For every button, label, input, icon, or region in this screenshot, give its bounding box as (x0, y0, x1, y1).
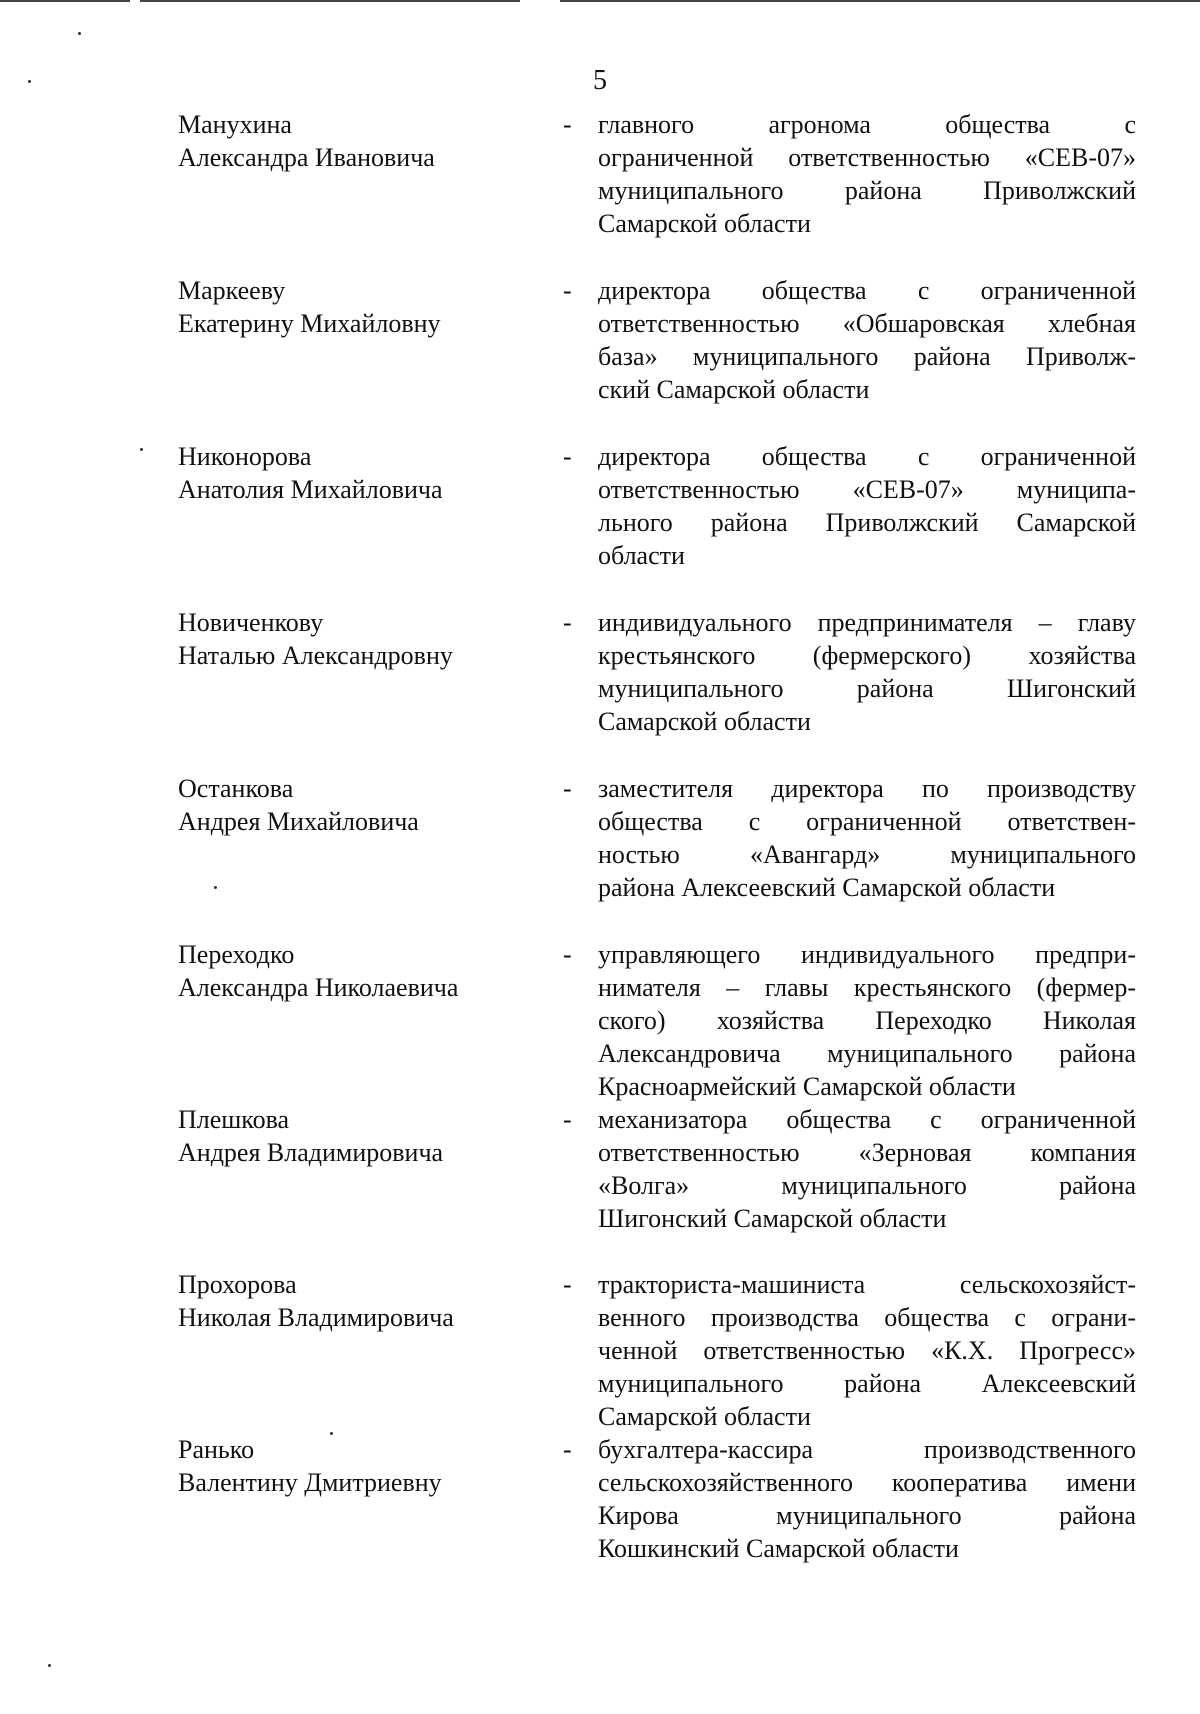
position-line: муниципального района Приволжский (598, 176, 1136, 205)
position-line: ского) хозяйства Переходко Николая (598, 1006, 1136, 1035)
appointee-name: Останкова Андрея Михайловича (178, 774, 419, 836)
entry-dash: - (563, 1435, 572, 1464)
position-line: общества с ограниченной ответствен- (598, 807, 1136, 836)
appointee-list (0, 108, 1200, 1598)
position-line: механизатора общества с ограниченной (598, 1105, 1136, 1134)
appointee-entry (0, 1103, 1200, 1268)
appointee-entry (0, 440, 1200, 606)
position-line: Красноармейский Самарской области (598, 1072, 1016, 1101)
entry-dash: - (563, 774, 572, 803)
position-line: тракториста-машиниста сельскохозяйст- (598, 1270, 1136, 1299)
appointee-position (598, 1433, 1136, 1565)
position-line: венного производства общества с ограни- (598, 1303, 1136, 1332)
appointee-name: Плешкова Андрея Владимировича (178, 1105, 444, 1167)
position-line: ответственностью «Зерновая компания (598, 1138, 1136, 1167)
scan-speck (48, 1664, 51, 1667)
position-line: Кирова муниципального района (598, 1501, 1136, 1530)
appointee-name: Переходко Александра Николаевича (178, 940, 459, 1002)
position-line: района Алексеевский Самарской области (598, 873, 1056, 902)
appointee-entry (0, 1433, 1200, 1598)
position-line: директора общества с ограниченной (598, 276, 1136, 305)
position-line: ченной ответственностью «К.Х. Прогресс» (598, 1336, 1136, 1365)
position-line: Шигонский Самарской области (598, 1204, 947, 1233)
position-line: нимателя – главы крестьянского (фермер- (598, 973, 1136, 1002)
entry-dash: - (563, 1105, 572, 1134)
position-line: ответственностью «СЕВ-07» муниципа- (598, 475, 1136, 504)
entry-dash: - (563, 1270, 572, 1299)
appointee-position (598, 1268, 1136, 1433)
position-line: Александровича муниципального района (598, 1039, 1136, 1068)
position-line: ответственностью «Обшаровская хлебная (598, 309, 1136, 338)
position-line: сельскохозяйственного кооператива имени (598, 1468, 1136, 1497)
position-line: Кошкинский Самарской области (598, 1534, 959, 1563)
entry-dash: - (563, 442, 572, 471)
entry-dash: - (563, 276, 572, 305)
position-line: директора общества с ограниченной (598, 442, 1136, 471)
position-line: муниципального района Шигонский (598, 674, 1136, 703)
appointee-entry (0, 606, 1200, 772)
page-number: 5 (593, 65, 607, 96)
appointee-entry (0, 938, 1200, 1103)
position-line: Самарской области (598, 1402, 811, 1431)
appointee-name: Новиченкову Наталью Александровну (178, 608, 453, 670)
appointee-entry (0, 274, 1200, 440)
appointee-position (598, 606, 1136, 738)
appointee-position (598, 440, 1136, 572)
appointee-position (598, 938, 1136, 1103)
position-line: управляющего индивидуального предпри- (598, 940, 1136, 969)
entry-dash: - (563, 110, 572, 139)
position-line: области (598, 541, 685, 570)
position-line: крестьянского (фермерского) хозяйства (598, 641, 1136, 670)
scan-edge-line (140, 0, 520, 2)
appointee-name: Прохорова Николая Владимировича (178, 1270, 454, 1332)
position-line: муниципального района Алексеевский (598, 1369, 1136, 1398)
appointee-name: Ранько Валентину Дмитриевну (178, 1435, 442, 1497)
position-line: Самарской области (598, 209, 811, 238)
position-line: индивидуального предпринимателя – главу (598, 608, 1136, 637)
position-line: главного агронома общества с (598, 110, 1136, 139)
appointee-position (598, 1103, 1136, 1235)
entry-dash: - (563, 940, 572, 969)
appointee-position (598, 772, 1136, 904)
position-line: ский Самарской области (598, 375, 870, 404)
position-line: «Волга» муниципального района (598, 1171, 1136, 1200)
appointee-name: Маркееву Екатерину Михайловну (178, 276, 441, 338)
appointee-entry (0, 1268, 1200, 1433)
appointee-name: Никонорова Анатолия Михайловича (178, 442, 443, 504)
position-line: льного района Приволжский Самарской (598, 508, 1136, 537)
appointee-position (598, 274, 1136, 406)
appointee-entry (0, 108, 1200, 274)
appointee-position (598, 108, 1136, 240)
position-line: Самарской области (598, 707, 811, 736)
appointee-entry (0, 772, 1200, 938)
position-line: база» муниципального района Приволж- (598, 342, 1136, 371)
scan-speck (78, 32, 81, 35)
entry-dash: - (563, 608, 572, 637)
position-line: заместителя директора по производству (598, 774, 1136, 803)
appointee-name: Манухина Александра Ивановича (178, 110, 435, 172)
position-line: бухгалтера-кассира производственного (598, 1435, 1136, 1464)
position-line: ностью «Авангард» муниципального (598, 840, 1136, 869)
scan-edge-line (560, 0, 1200, 2)
position-line: ограниченной ответственностью «СЕВ-07» (598, 143, 1136, 172)
scan-edge-line (0, 0, 130, 2)
